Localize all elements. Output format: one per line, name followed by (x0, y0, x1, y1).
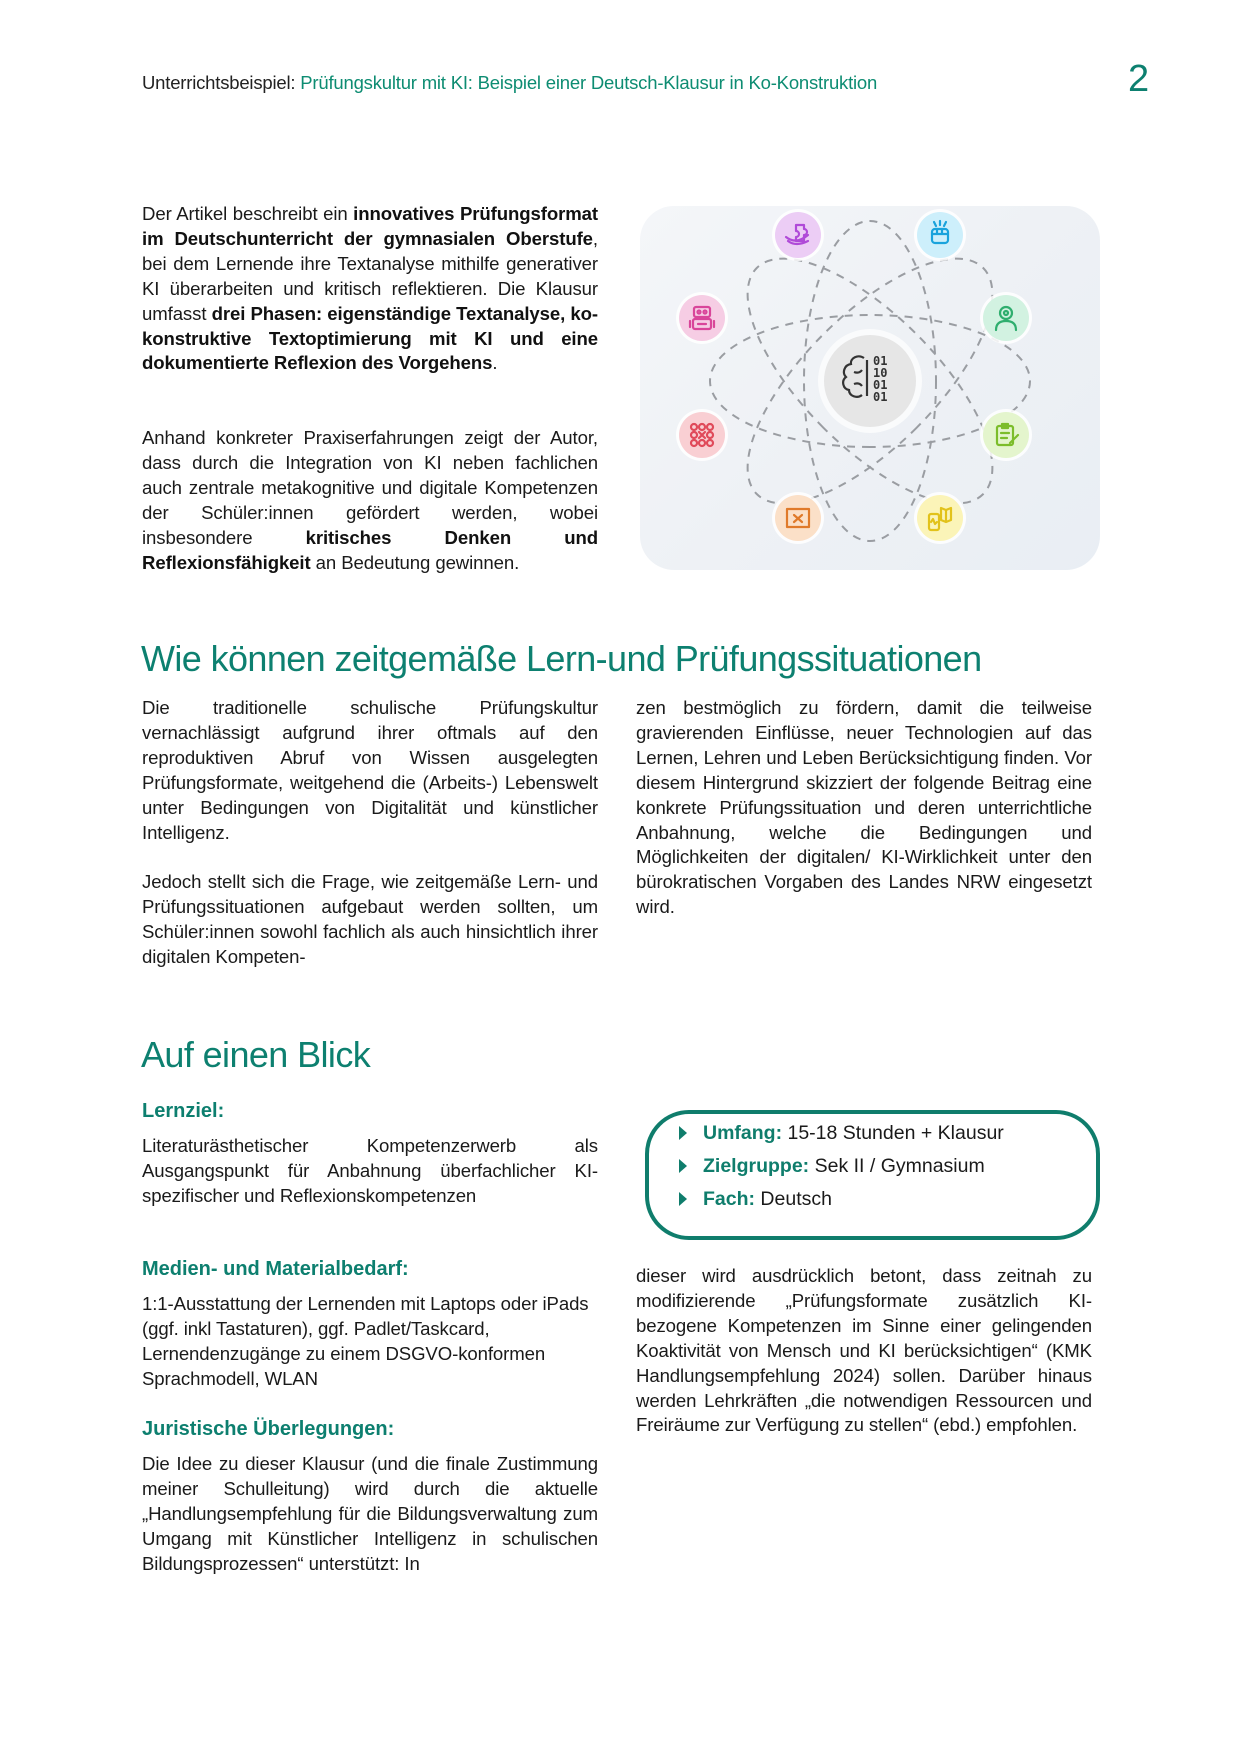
body-paragraph: zen bestmöglich zu fördern, damit die teilweise gravierenden Einflüsse, neuer Technologien auf das Lernen, Lehren und Leben Berücksichtigung finden. Vor diesem Hintergrund skizziert der folgende Beitrag eine konkrete Prüfungssituation und deren unterrichtliche Anbahnung, welche die Bedingungen und Möglichkeiten der digitalen/ KI-Wirklichkeit unter den bürokratischen Vorgaben des Landes NRW eingesetzt wird. (636, 697, 1092, 918)
medien-heading: Medien- und Materialbedarf: (142, 1258, 409, 1280)
page-number: 2 (1128, 58, 1150, 100)
text-run: Anhand konkreter Praxiserfahrungen zeigt der Autor, dass durch die Integration von KI neben fachlichen auch zentrale metakognitive und digitale Kompetenzen der Schüler:innen gefördert werden, wobei insbesondere (142, 427, 598, 548)
intro-paragraph-1 (142, 202, 598, 376)
ai-competency-illustration (640, 206, 1100, 570)
orbit-node (914, 209, 966, 261)
triangle-bullet-icon (679, 1192, 687, 1206)
info-key: Zielgruppe: (703, 1155, 810, 1177)
emphasis-text: innovatives Prüfungsformat im Deutschunterricht der gymnasialen Oberstufe (142, 203, 598, 249)
info-key: Umfang: (703, 1122, 783, 1144)
info-value: 15-18 Stunden + Klausur (782, 1122, 1004, 1144)
text-run: Der Artikel beschreibt ein (142, 203, 354, 224)
orbit-node (676, 409, 728, 461)
binary-digits: 01 (873, 354, 888, 368)
binary-digits: 10 (873, 366, 888, 380)
orbit-node (772, 492, 824, 544)
info-item-umfang (679, 1122, 1004, 1145)
info-item-zielgruppe (679, 1155, 985, 1178)
info-item-fach (679, 1188, 832, 1211)
info-key: Fach: (703, 1188, 756, 1210)
intro-paragraph-2 (142, 426, 598, 575)
medien-text: 1:1-Ausstattung der Lernenden mit Laptops oder iPads (ggf. inkl Tastaturen), ggf. Padlet/Taskcard, Lernendenzugänge zu einem DSGVO-konformen Sprachmodell, WLAN (142, 1293, 589, 1389)
triangle-bullet-icon (679, 1126, 687, 1140)
center-node (818, 329, 922, 433)
info-value: Deutsch (755, 1188, 832, 1210)
section-heading-zeitgemaess: Wie können zeitgemäße Lern-und Prüfungssituationen (141, 638, 982, 679)
orbit-node (980, 409, 1032, 461)
orbit-node (914, 492, 966, 544)
lernziel-text: Literaturästhetischer Kompetenzerwerb als Ausgangspunkt für Anbahnung überfachlicher KI-spezifischer und Reflexionskompetenzen (142, 1135, 598, 1206)
body-paragraph: Jedoch stellt sich die Frage, wie zeitgemäße Lern- und Prüfungssituationen aufgebaut werden sollten, um Schüler:innen sowohl fachlich als auch hinsichtlich ihrer digitalen Kompeten- (142, 871, 598, 967)
orbit-node (676, 292, 728, 344)
running-header (142, 72, 877, 94)
binary-digits: 01 (873, 378, 888, 392)
lernziel-heading: Lernziel: (142, 1100, 225, 1122)
orbit-node (980, 292, 1032, 344)
body-paragraph: Die traditionelle schulische Prüfungskultur vernachlässigt aufgrund ihrer oftmals auf den reproduktiven Abruf von Wissen ausgelegten Prüfungsformate, weitgehend die (Arbeits-) Lebenswelt unter Bedingungen von Digitalität und künstlicher Intelligenz. (142, 697, 598, 843)
emphasis-text: drei Phasen: eigenständige Textanalyse, ko-konstruktive Textoptimierung mit KI und eine dokumentierte Reflexion des Vorgehens (142, 302, 598, 374)
illustration-graphic (640, 206, 1100, 570)
text-run: . (492, 352, 498, 374)
text-run: , bei dem Lernende ihre Textanalyse mithilfe generativer KI überarbeiten und kritisch reflektieren. Die Klausur umfasst (142, 227, 598, 324)
juristisch-heading: Juristische Überlegungen: (142, 1418, 395, 1440)
emphasis-text: kritisches Denken und Reflexionsfähigkeit (142, 526, 598, 573)
section-label: Unterrichtsbeispiel: (142, 72, 296, 93)
info-value: Sek II / Gymnasium (809, 1155, 985, 1177)
article-title: Prüfungskultur mit KI: Beispiel einer Deutsch-Klausur in Ko-Konstruktion (295, 72, 878, 93)
triangle-bullet-icon (679, 1159, 687, 1173)
info-box (645, 1110, 1100, 1240)
juristisch-continuation: dieser wird ausdrücklich betont, dass zeitnah zu modifizierende „Prüfungsformate zusätzlich KI-bezogene Kompetenzen im Sinne einer gelingenden Koaktivität von Mensch und KI berücksichtigen“ (KMK Handlungsempfehlung 2024) sollen. Darüber hinaus werden Lehrkräften „die notwendigen Ressourcen und Freiräume zur Verfügung zu stellen“ (ebd.) empfohlen. (636, 1265, 1092, 1436)
text-run: an Bedeutung gewinnen. (310, 551, 520, 573)
section-heading-auf-einen-blick: Auf einen Blick (141, 1034, 371, 1075)
orbit-node (772, 209, 824, 261)
binary-digits: 01 (873, 390, 888, 404)
juristisch-text: Die Idee zu dieser Klausur (und die finale Zustimmung meiner Schulleitung) wird durch die aktuelle „Handlungsempfehlung für die Bildungsverwaltung zum Umgang mit Künstlicher Intelligenz in schulischen Bildungsprozessen“ unterstützt: In (142, 1453, 598, 1574)
